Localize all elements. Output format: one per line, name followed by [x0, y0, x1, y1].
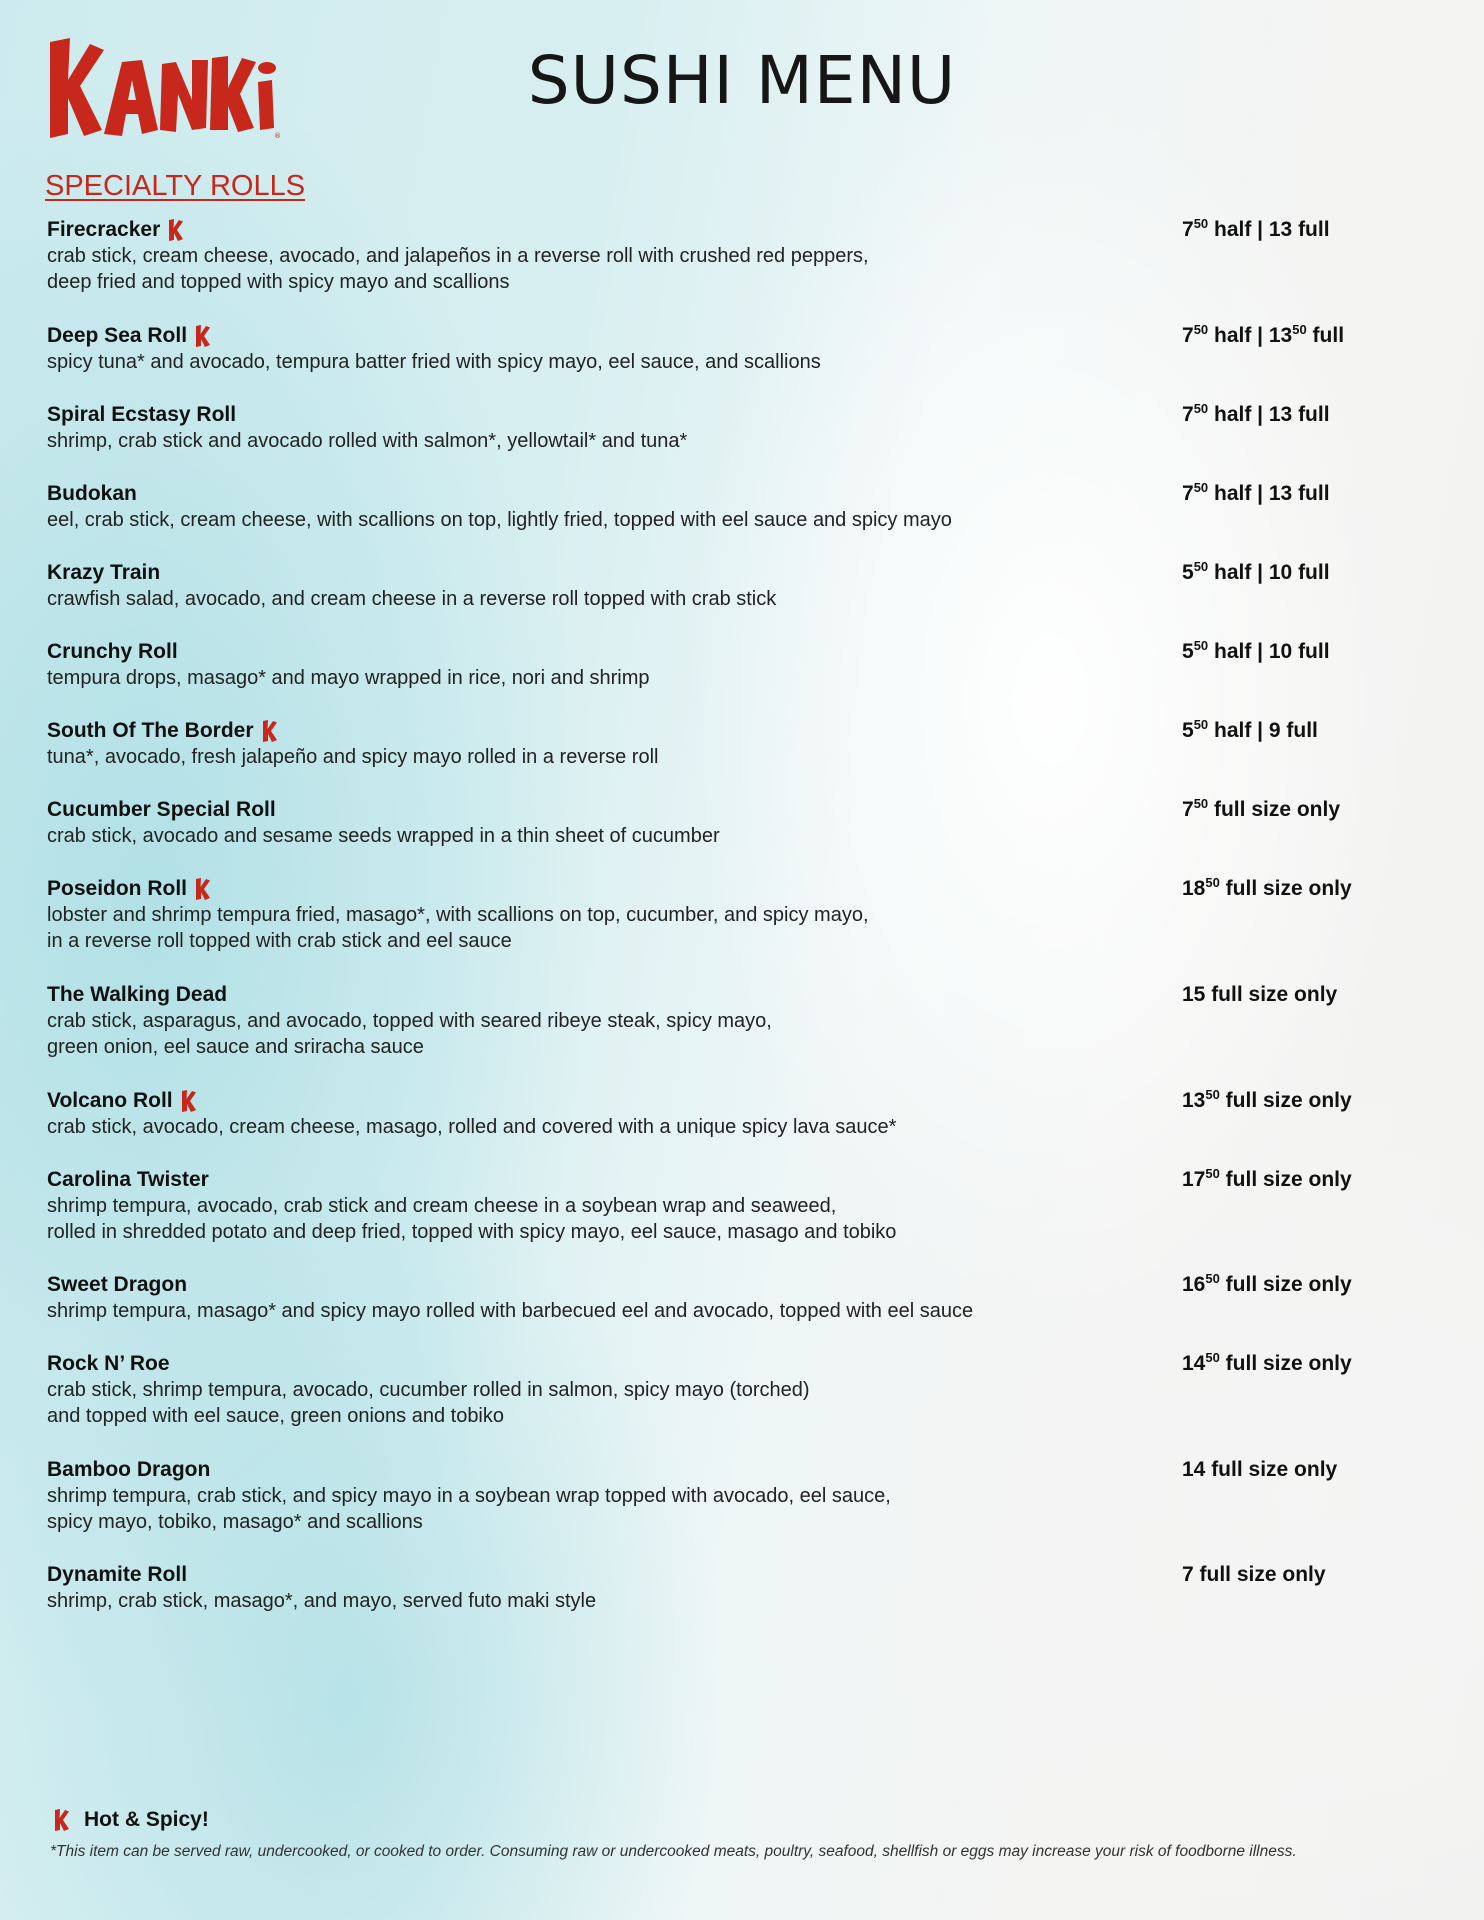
item-price: $7^{50}$ full size only [1182, 796, 1341, 821]
item-name-text: Volcano Roll [47, 1089, 173, 1112]
svg-text:®: ® [274, 132, 281, 140]
item-description: eel, crab stick, cream cheese, with scallions on top, lightly fried, topped with eel sauce and spicy mayo [47, 509, 952, 531]
item-description: shrimp tempura, masago* and spicy mayo rolled with barbecued eel and avocado, topped with eel sauce [47, 1300, 974, 1322]
item-price: $13^{50}$ full size only [1182, 1087, 1352, 1112]
item-description: crab stick, avocado and sesame seeds wrapped in a thin sheet of cucumber [47, 825, 720, 847]
item-name-text: The Walking Dead [47, 983, 228, 1006]
hot-spicy-icon [181, 1090, 197, 1112]
item-name [47, 875, 1377, 902]
menu-item [47, 401, 1377, 454]
item-description: spicy tuna* and avocado, tempura batter fried with spicy mayo, eel sauce, and scallions [47, 351, 821, 373]
item-description: crab stick, cream cheese, avocado, and jalapeños in a reverse roll with crushed red peppers, [47, 245, 869, 267]
menu-item [47, 1350, 1377, 1429]
menu-item [47, 981, 1377, 1060]
item-description: shrimp tempura, crab stick, and spicy mayo in a soybean wrap topped with avocado, eel sauce, [47, 1485, 891, 1507]
menu-item [47, 480, 1377, 533]
item-description: crawfish salad, avocado, and cream cheese in a reverse roll topped with crab stick [47, 588, 777, 610]
item-name [47, 717, 1377, 744]
item-name [47, 1271, 1377, 1298]
item-description: tempura drops, masago* and mayo wrapped in rice, nori and shrimp [47, 667, 650, 689]
item-description: and topped with eel sauce, green onions and tobiko [47, 1405, 505, 1427]
item-price: $7^{50}$ half | 13 full [1182, 401, 1330, 426]
item-name [47, 322, 1377, 349]
item-description: shrimp, crab stick, masago*, and mayo, served futo maki style [47, 1590, 597, 1612]
item-description: crab stick, asparagus, and avocado, topped with seared ribeye steak, spicy mayo, [47, 1010, 772, 1032]
item-description: in a reverse roll topped with crab stick and eel sauce [47, 930, 512, 952]
menu-item [47, 1456, 1377, 1535]
item-price: $14^{50}$ full size only [1182, 1350, 1352, 1375]
item-price: 14 full size only [1182, 1458, 1338, 1481]
item-name-text: Spiral Ecstasy Roll [47, 403, 237, 426]
item-name-text: Budokan [47, 482, 137, 505]
item-price: $7^{50}$ half | $13^{50}$ full [1182, 322, 1345, 347]
hot-spicy-icon [168, 219, 184, 241]
item-description: spicy mayo, tobiko, masago* and scallions [47, 1511, 423, 1533]
item-price: $5^{50}$ half | 9 full [1182, 717, 1318, 742]
hot-spicy-icon [262, 720, 278, 742]
item-name-text: South Of The Border [47, 719, 254, 742]
item-name [47, 638, 1377, 665]
item-price: $16^{50}$ full size only [1182, 1271, 1352, 1296]
item-name [47, 1561, 1377, 1588]
section-heading: SPECIALTY ROLLS [45, 170, 306, 202]
menu-item [47, 1271, 1377, 1324]
item-price: $17^{50}$ full size only [1182, 1166, 1352, 1191]
item-name-text: Crunchy Roll [47, 640, 178, 663]
item-name-text: Poseidon Roll [47, 877, 188, 900]
item-price: $5^{50}$ half | 10 full [1182, 638, 1330, 663]
item-description: crab stick, avocado, cream cheese, masago, rolled and covered with a unique spicy lava sauce* [47, 1116, 897, 1138]
item-price: $7^{50}$ half | 13 full [1182, 480, 1330, 505]
item-name [47, 981, 1377, 1008]
item-name [47, 1456, 1377, 1483]
item-price: 15 full size only [1182, 983, 1338, 1006]
item-name-text: Cucumber Special Roll [47, 798, 276, 821]
item-description: green onion, eel sauce and sriracha sauce [47, 1036, 424, 1058]
item-price: $18^{50}$ full size only [1182, 875, 1352, 900]
disclaimer: *This item can be served raw, undercooked, or cooked to order. Consuming raw or undercooked meats, poultry, seafood, shellfish or eggs may increase your risk of foodborne illness. [50, 1843, 1297, 1860]
menu-item [47, 1561, 1377, 1614]
menu-item [47, 796, 1377, 849]
item-name [47, 559, 1377, 586]
menu-item [47, 216, 1377, 295]
legend-label: Hot & Spicy! [84, 1808, 209, 1831]
item-name-text: Carolina Twister [47, 1168, 209, 1191]
hot-spicy-icon [195, 878, 211, 900]
item-price: $7^{50}$ half | 13 full [1182, 216, 1330, 241]
item-name-text: Firecracker [47, 218, 161, 241]
item-description: crab stick, shrimp tempura, avocado, cucumber rolled in salmon, spicy mayo (torched) [47, 1379, 810, 1401]
menu-item [47, 1087, 1377, 1140]
item-description: rolled in shredded potato and deep fried, topped with spicy mayo, eel sauce, masago and tobiko [47, 1221, 897, 1243]
item-price: 7 full size only [1182, 1563, 1326, 1586]
menu-item [47, 717, 1377, 770]
menu-item [47, 875, 1377, 954]
menu-item [47, 322, 1377, 375]
menu-item [47, 638, 1377, 691]
item-name-text: Krazy Train [47, 561, 161, 584]
item-name-text: Sweet Dragon [47, 1273, 188, 1296]
item-name-text: Rock N’ Roe [47, 1352, 170, 1375]
item-name-text: Bamboo Dragon [47, 1458, 211, 1481]
item-name-text: Deep Sea Roll [47, 324, 188, 347]
item-description: tuna*, avocado, fresh jalapeño and spicy mayo rolled in a reverse roll [47, 746, 659, 768]
item-name-text: Dynamite Roll [47, 1563, 188, 1586]
item-name [47, 216, 1377, 243]
menu-item [47, 559, 1377, 612]
item-name [47, 1166, 1377, 1193]
item-description: shrimp tempura, avocado, crab stick and cream cheese in a soybean wrap and seaweed, [47, 1195, 837, 1217]
item-description: shrimp, crab stick and avocado rolled with salmon*, yellowtail* and tuna* [47, 430, 688, 452]
item-price: $5^{50}$ half | 10 full [1182, 559, 1330, 584]
item-name [47, 1350, 1377, 1377]
item-description: deep fried and topped with spicy mayo and scallions [47, 271, 510, 293]
hot-spicy-icon [54, 1809, 70, 1831]
item-description: lobster and shrimp tempura fried, masago*, with scallions on top, cucumber, and spicy mayo, [47, 904, 869, 926]
item-name [47, 1087, 1377, 1114]
spicy-legend [54, 1808, 209, 1832]
hot-spicy-icon [195, 325, 211, 347]
page-title: SUSHI MENU [527, 42, 957, 119]
item-name [47, 401, 1377, 428]
item-name [47, 480, 1377, 507]
menu-item [47, 1166, 1377, 1245]
item-name [47, 796, 1377, 823]
